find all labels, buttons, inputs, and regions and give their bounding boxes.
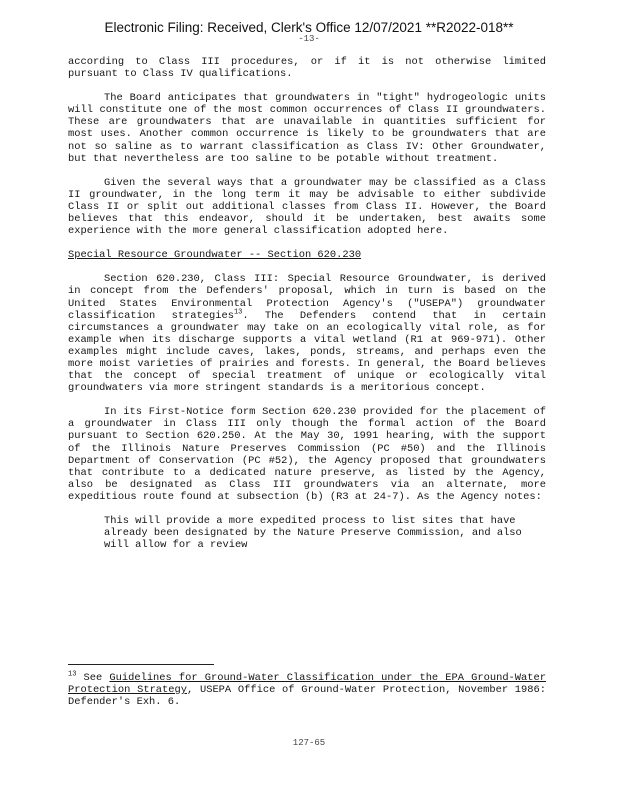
document-body	[68, 56, 546, 551]
footnote-title: Guidelines for Ground-Water Classification under the EPA Ground-Water Protection Strategy	[68, 672, 546, 697]
paragraph-4-text-b: . The Defenders contend that in certain circumstances a groundwater may take on an ecologically vital role, as for example when its discharge supports a vital wetland (R1 at 969-971). Other examples might include caves, lakes, ponds, streams, and perhaps even the more moist varieties of prairies and forests. In general, the Board believes that the concept of special treatment of unique or ecologically vital groundwaters via more stringent standards is a meritorious concept.	[68, 309, 546, 395]
block-quote: This will provide a more expedited process to list sites that have already been designated by the Nature Preserve Commission, and also will allow for a review	[104, 515, 522, 552]
footnote	[68, 672, 546, 708]
footnote-number: 13	[68, 670, 77, 679]
paragraph-4	[68, 273, 546, 394]
paragraph-5: In its First-Notice form Section 620.230 provided for the placement of a groundwater in Class III only though the formal action of the Board pursuant to Section 620.250. At the May 30, 1991 hearing, with the support of the Illinois Nature Preserves Commission (PC #50) and the Illinois Department of Conservation (PC #52), the Agency proposed that groundwaters that contribute to a dedicated nature preserve, as listed by the Agency, also be designated as Class III groundwaters via an alternate, more expeditious route found at subsection (b) (R3 at 24-7). As the Agency notes:	[68, 406, 546, 503]
filing-stamp: Electronic Filing: Received, Clerk's Office 12/07/2021 **R2022-018**	[104, 20, 514, 35]
paragraph-3: Given the several ways that a groundwater may be classified as a Class II groundwater, in the long term it may be advisable to either subdivide Class II or split out additional classes from Class II. However, the Board believes that this endeavor, should it be undertaken, best awaits some experience with the more general classification adopted here.	[68, 176, 546, 238]
page-number-top: -13-	[298, 34, 320, 44]
paragraph-4-text-a: Section 620.230, Class III: Special Resource Groundwater, is derived in concept from the Defenders' proposal, which in turn is based on the United States Environmental Protection Agency's ("USEPA") groundwater classification strategies	[68, 273, 546, 322]
section-heading: Special Resource Groundwater -- Section 620.230	[68, 249, 362, 262]
page-number-bottom: 127-65	[292, 738, 326, 748]
footnote-reference: 13	[233, 308, 243, 317]
footnote-see: See	[83, 672, 103, 684]
paragraph-1: according to Class III procedures, or if it is not otherwise limited pursuant to Class IV qualifications.	[68, 56, 546, 81]
footnote-rest: , USEPA Office of Ground-Water Protection, November 1986: Defender's Exh. 6.	[68, 684, 546, 709]
footnote-divider	[68, 664, 214, 665]
paragraph-2: The Board anticipates that groundwaters in "tight" hydrogeologic units will constitute one of the most common occurrences of Class II groundwaters. These are groundwaters that are unavailable in quantities sufficient for most uses. Another common occurrence is likely to be groundwaters that are not so saline as to warrant classification as Class IV: Other Groundwater, but that nevertheless are too saline to be potable without treatment.	[68, 92, 546, 165]
